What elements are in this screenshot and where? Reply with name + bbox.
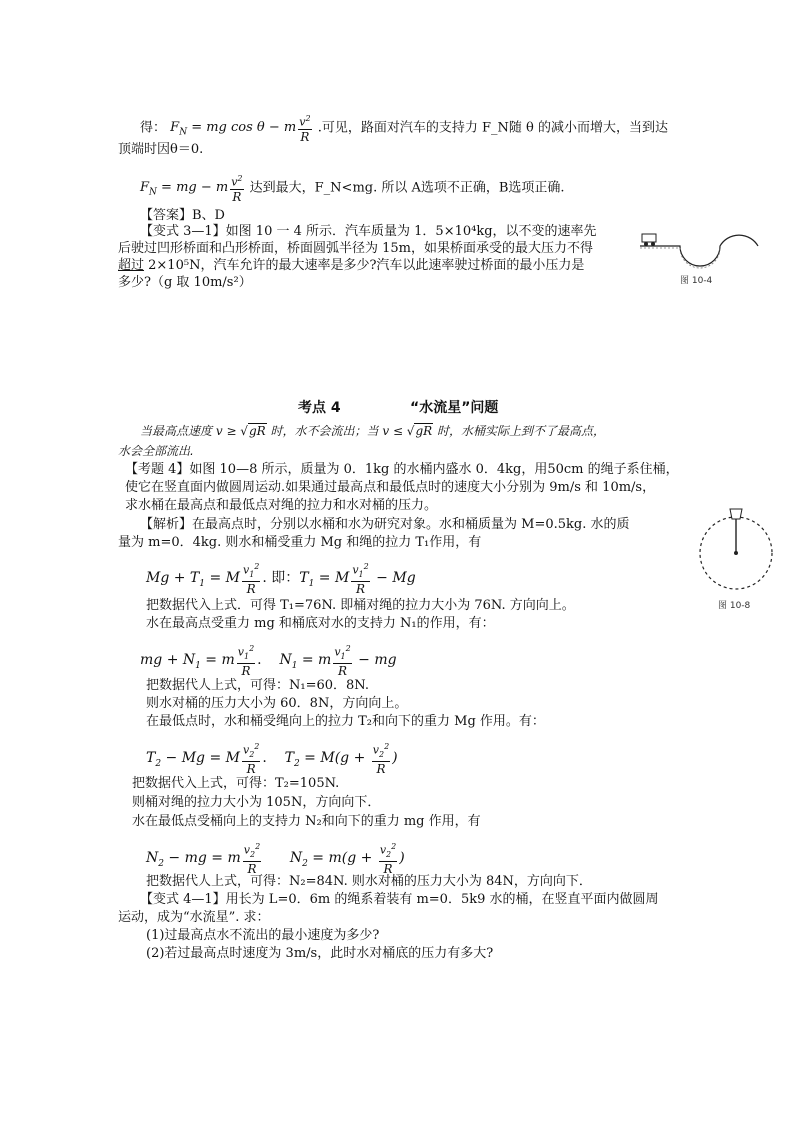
answer-line: 【答案】B、D bbox=[140, 208, 225, 223]
figure-10-8 bbox=[696, 503, 780, 599]
formula-fn-max: $F_N$ = mg − m $\frac{v^2}{R}$ bbox=[140, 174, 243, 204]
bridge-curve bbox=[640, 235, 758, 266]
variant-line-2: 运动，成为“水流星”. 求： bbox=[118, 910, 270, 925]
hatch bbox=[680, 248, 720, 268]
note-line-1 bbox=[140, 422, 605, 439]
analysis-line-6: 则水对桶的压力大小为 60．8N，方向向上。 bbox=[146, 696, 408, 711]
equation-2: mg + $N_1 = m$ $\frac{v_1^2}{R}$ . $N_1 = m$ $\frac{v_1^2}{R}$ − mg bbox=[140, 644, 397, 678]
figure-10-8-caption: 图 10-8 bbox=[718, 601, 751, 611]
text: 得： bbox=[140, 120, 167, 136]
formula-v-le: v ≤ √gR bbox=[382, 424, 433, 438]
line-p1-7 bbox=[118, 258, 584, 274]
analysis-line-9: 则桶对绳的拉力大小为 105N，方向向下． bbox=[132, 795, 381, 810]
line-p1-3 bbox=[140, 172, 565, 204]
text: 达到最大，F_N<mg. 所以 A选项不正确，B选项正确. bbox=[249, 180, 565, 196]
analysis-line-10: 水在最低点受桶向上的支持力 N₂和向下的重力 mg 作用，有 bbox=[132, 814, 481, 829]
analysis-line-3: 把数据代入上式．可得 T₁=76N. 即桶对绳的拉力大小为 76N. 方向向上。 bbox=[146, 598, 575, 613]
line-p1-2: 顶端时因θ＝0. bbox=[118, 142, 204, 157]
note-line-2: 水会全部流出. bbox=[118, 444, 194, 458]
equation-4: $N_2$ − mg = m $\frac{v_2^2}{R}$ $N_2 = m(g$ + $\frac{v_2^2}{R}$ ) bbox=[146, 842, 405, 876]
text: 当最高点速度 bbox=[140, 424, 213, 438]
analysis-line-7: 在最低点时，水和桶受绳向上的拉力 T₂和向下的重力 Mg 作用。有： bbox=[146, 714, 545, 729]
bucket-shape bbox=[730, 509, 742, 519]
line-p1-5: 【变式 3—1】如图 10 一 4 所示．汽车质量为 1．5×10⁴kg，以不变的速率先 bbox=[140, 224, 597, 239]
analysis-line-1: 【解析】在最高点时，分别以水桶和水为研究对象。水和桶质量为 M=0.5kg. 水的质 bbox=[140, 517, 630, 532]
text: 时，水桶实际上到不了最高点， bbox=[437, 424, 606, 438]
line-p1-8: 多少?（g 取 10m/s²） bbox=[118, 275, 252, 290]
text: 超过 bbox=[118, 258, 145, 273]
section-title: “水流星”问题 bbox=[410, 400, 499, 416]
problem-line-3: 求水桶在最高点和最低点对绳的拉力和水对桶的压力。 bbox=[125, 498, 438, 513]
wheel bbox=[644, 242, 648, 246]
text: 2×10⁵N，汽车允许的最大速率是多少?汽车以此速率驶过桥面的最小压力是 bbox=[144, 258, 585, 273]
question-1: (1)过最高点水不流出的最小速度为多少? bbox=[146, 928, 380, 943]
center-dot bbox=[734, 551, 738, 555]
analysis-line-8: 把数据代入上式，可得：T₂=105N. bbox=[132, 776, 340, 791]
equation-3: $T_2 - Mg = M$ $\frac{v_2^2}{R}$ . $T_2 = M(g$ + $\frac{v_2^2}{R}$ ) bbox=[146, 742, 398, 776]
question-2: (2)若过最高点时速度为 3m/s，此时水对桶底的压力有多大? bbox=[146, 946, 494, 961]
problem-line-2: 使它在竖直面内做圆周运动.如果通过最高点和最低点时的速度大小分别为 9m/s 和 10m/s， bbox=[125, 480, 656, 495]
text: 时，水不会流出；当 bbox=[270, 424, 379, 438]
formula-fn-cos: $F_N$ = mg cos θ − m $\frac{v^2}{R}$ bbox=[170, 114, 311, 144]
variant-line-1: 【变式 4—1】用长为 L=0．6m 的绳系着装有 m=0．5k9 水的桶，在竖直平面内做圆周 bbox=[140, 892, 659, 907]
equation-1: $Mg + T_1 = M$ $\frac{v_1^2}{R}$ . 即：$T_1 = M$ $\frac{v_1^2}{R}$ − Mg bbox=[146, 562, 416, 596]
text: .可见，路面对汽车的支持力 F_N随 θ 的减小而增大，当到达 bbox=[317, 120, 668, 136]
analysis-line-2: 量为 m=0．4kg. 则水和桶受重力 Mg 和绳的拉力 T₁作用，有 bbox=[118, 535, 482, 550]
figure-10-4-caption: 图 10-4 bbox=[680, 276, 713, 286]
wheel bbox=[651, 242, 655, 246]
line-p1-1 bbox=[140, 112, 668, 144]
car-shape bbox=[642, 234, 656, 242]
analysis-line-4: 水在最高点受重力 mg 和桶底对水的支持力 N₁的作用，有： bbox=[146, 616, 495, 631]
formula-v-ge: v ≥ √gR bbox=[215, 424, 266, 438]
section-label: 考点 4 bbox=[298, 400, 341, 416]
problem-line-1: 【考题 4】如图 10—8 所示，质量为 0．1kg 的水桶内盛水 0．4kg，用50cm 的绳子系住桶， bbox=[125, 462, 679, 477]
analysis-line-11: 把数据代人上式，可得：N₂=84N. 则水对桶的压力大小为 84N，方向向下． bbox=[146, 874, 592, 889]
line-p1-6: 后驶过凹形桥面和凸形桥面，桥面圆弧半径为 15m，如果桥面承受的最大压力不得 bbox=[118, 241, 594, 256]
analysis-line-5: 把数据代人上式，可得：N₁=60．8N. bbox=[146, 678, 369, 693]
